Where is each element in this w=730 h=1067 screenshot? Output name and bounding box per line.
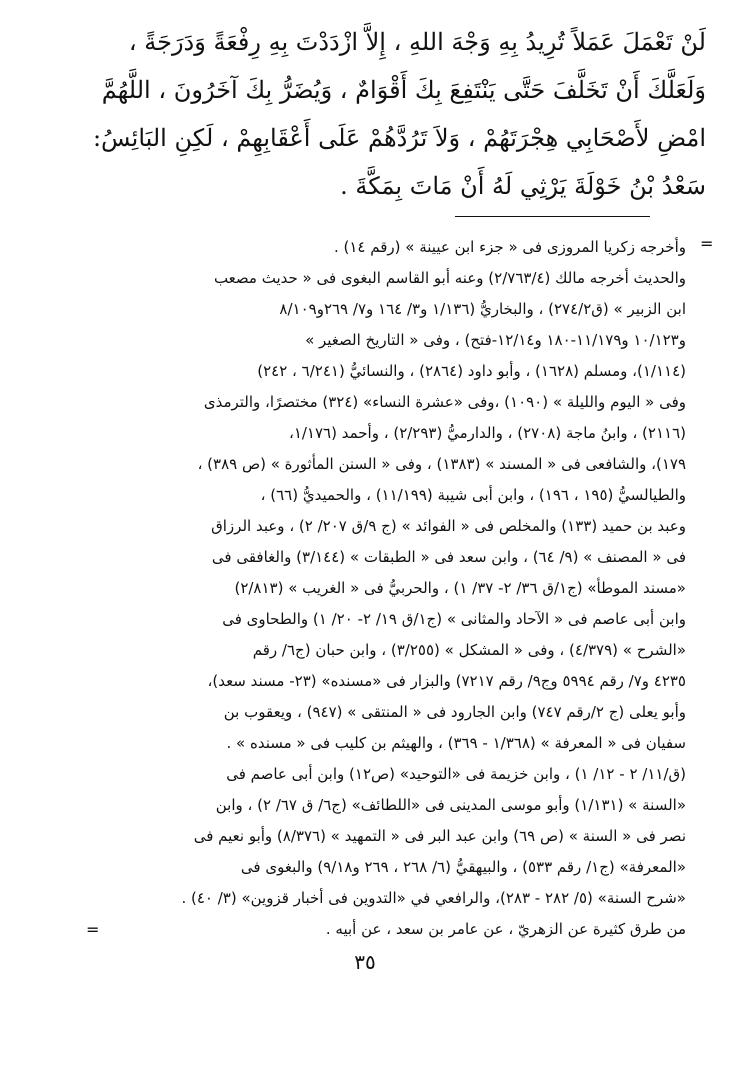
main-text-line: سَعْدُ بْنُ خَوْلَةَ يَرْثِي لَهُ أَنْ مَاتَ بِمَكَّةَ .: [340, 172, 706, 200]
footnote-line: «مسند الموطأ» (ج١/ق ٣٦/ ٢- ٣٧/ ١) ، والحربيُّ فى « الغريب » (٢/٨١٣): [234, 579, 686, 597]
footnote-line: والطيالسيُّ (١٩٥ ، ١٩٦) ، وابن أبى شيبة (١١/١٩٩) ، والحميديُّ (٦٦) ،: [260, 486, 686, 504]
footnote-line: وابن أبى عاصم فى « الآحاد والمثانى » (ج١/ق ١٩/ ٢- ٢٠/ ١) والطحاوى فى: [222, 610, 686, 628]
footnote-line: سفيان فى « المعرفة » (١/٣٦٨ - ٣٦٩) ، والهيثم بن كليب فى « مسنده » .: [226, 734, 686, 752]
main-text-line: امْضِ لأَصْحَابِي هِجْرَتَهُمْ ، وَلاَ تَرُدَّهُمْ عَلَى أَعْقَابِهِمْ ، لَكِنِ البَائِسُ:: [92, 124, 706, 152]
footnote-line: (ق/١١/ ٢ - ١٢/ ١) ، وابن خزيمة فى «التوحيد» (ص١٢) وابن أبى عاصم فى: [226, 765, 686, 783]
footnote-line: وفى « اليوم والليلة » (١٠٩٠) ،وفى «عشرة النساء» (٣٢٤) مختصرًا، والترمذى: [203, 393, 686, 411]
footnote-line: من طرق كثيرة عن الزهريّ ، عن عامر بن سعد ، عن أبيه .: [325, 920, 686, 938]
footnote-line: «المعرفة» (ج١/ رقم ٥٣٣) ، والبيهقيُّ (٦/ ٢٦٨ ، ٢٦٩ و٩/١٨) والبغوى فى: [240, 858, 686, 876]
footnote-line: والحديث أخرجه مالك (٢/٧٦٣/٤) وعنه أبو القاسم البغوى فى « حديث مصعب: [213, 269, 686, 287]
footnote-line: و١٠/١٢٣ و١١/١٧٩-١٨٠ و١٢/١٤-فتح) ، وفى « التاريخ الصغير »: [305, 331, 686, 349]
footnote-line: فى « المصنف » (٩/ ٦٤) ، وابن سعد فى « الطبقات » (٣/١٤٤) والغافقى فى: [211, 548, 686, 566]
footnote-separator-rule: [455, 216, 650, 217]
footnote-line: نصر فى « السنة » (ص ٦٩) وابن عبد البر فى « التمهيد » (٨/٣٧٦) وأبو نعيم فى: [193, 827, 686, 845]
footnote-line: «السنة » (١/١٣١) وأبو موسى المدينى فى «اللطائف» (ج٦/ ق ٦٧/ ٢) ، وابن: [215, 796, 686, 814]
footnote-line: وأبو يعلى (ج ٢/رقم ٧٤٧) وابن الجارود فى « المنتقى » (٩٤٧) ، ويعقوب بن: [223, 703, 686, 721]
footnote-line: وأخرجه زكريا المروزى فى « جزء ابن عيينة » (رقم ١٤) .: [333, 238, 686, 256]
footnote-line: (٢١١٦) ، وابنُ ماجة (٢٧٠٨) ، والدارميُّ (٢/٢٩٣) ، وأحمد (١/١٧٦،: [288, 424, 686, 442]
footnote-line: (١/١١٤)، ومسلم (١٦٢٨) ، وأبو داود (٢٨٦٤) ، والنسائيُّ (٦/٢٤١ ، ٢٤٢): [257, 362, 686, 380]
footnote-line: ١٧٩)، والشافعى فى « المسند » (١٣٨٣) ، وفى « السنن المأثورة » (ص ٣٨٩) ،: [197, 455, 686, 473]
footnote-continuation-mark: =: [700, 234, 714, 253]
footnote-line: وعبد بن حميد (١٣٣) والمخلص فى « الفوائد » (ج ٩/ق ٢٠٧/ ٢) ، وعبد الرزاق: [211, 517, 686, 535]
footnote-line: ٤٢٣٥ و٧/ رقم ٥٩٩٤ وج٩/ رقم ٧٢١٧) والبزار فى «مسنده» (٢٣- مسند سعد)،: [207, 672, 686, 690]
main-text-block: [60, 18, 706, 210]
footnote-continuation-mark: =: [86, 920, 100, 939]
main-text-line: وَلَعَلَّكَ أَنْ تَخَلَّفَ حَتَّى يَنْتَفِعَ بِكَ أَقْوَامٌ ، وَيُضَرُّ بِكَ آخَرُونَ ، اللَّهُمَّ: [101, 76, 706, 104]
footnotes-block: [86, 232, 686, 945]
page-number: ٣٥: [354, 950, 376, 974]
main-text-line: لَنْ تَعْمَلَ عَمَلاً تُرِيدُ بِهِ وَجْهَ اللهِ ، إِلاَّ ازْدَدْتَ بِهِ رِفْعَةً وَدَرَجَةً ،: [128, 28, 706, 56]
footnote-line: ابن الزبير » (ق٢٧٤/٢) ، والبخاريُّ (١/١٣٦ و٣/ ١٦٤ و٧/ ٢٦٩و٨/١٠٩: [279, 300, 686, 318]
footnote-line: «الشرح » (٤/٣٧٩) ، وفى « المشكل » (٣/٢٥٥) ، وابن حبان (ج٦/ رقم: [252, 641, 686, 659]
footnote-line: «شرح السنة» (٥/ ٢٨٢ - ٢٨٣)، والرافعي في «التدوين فى أخبار قزوين» (٣/ ٤٠) .: [181, 889, 686, 907]
